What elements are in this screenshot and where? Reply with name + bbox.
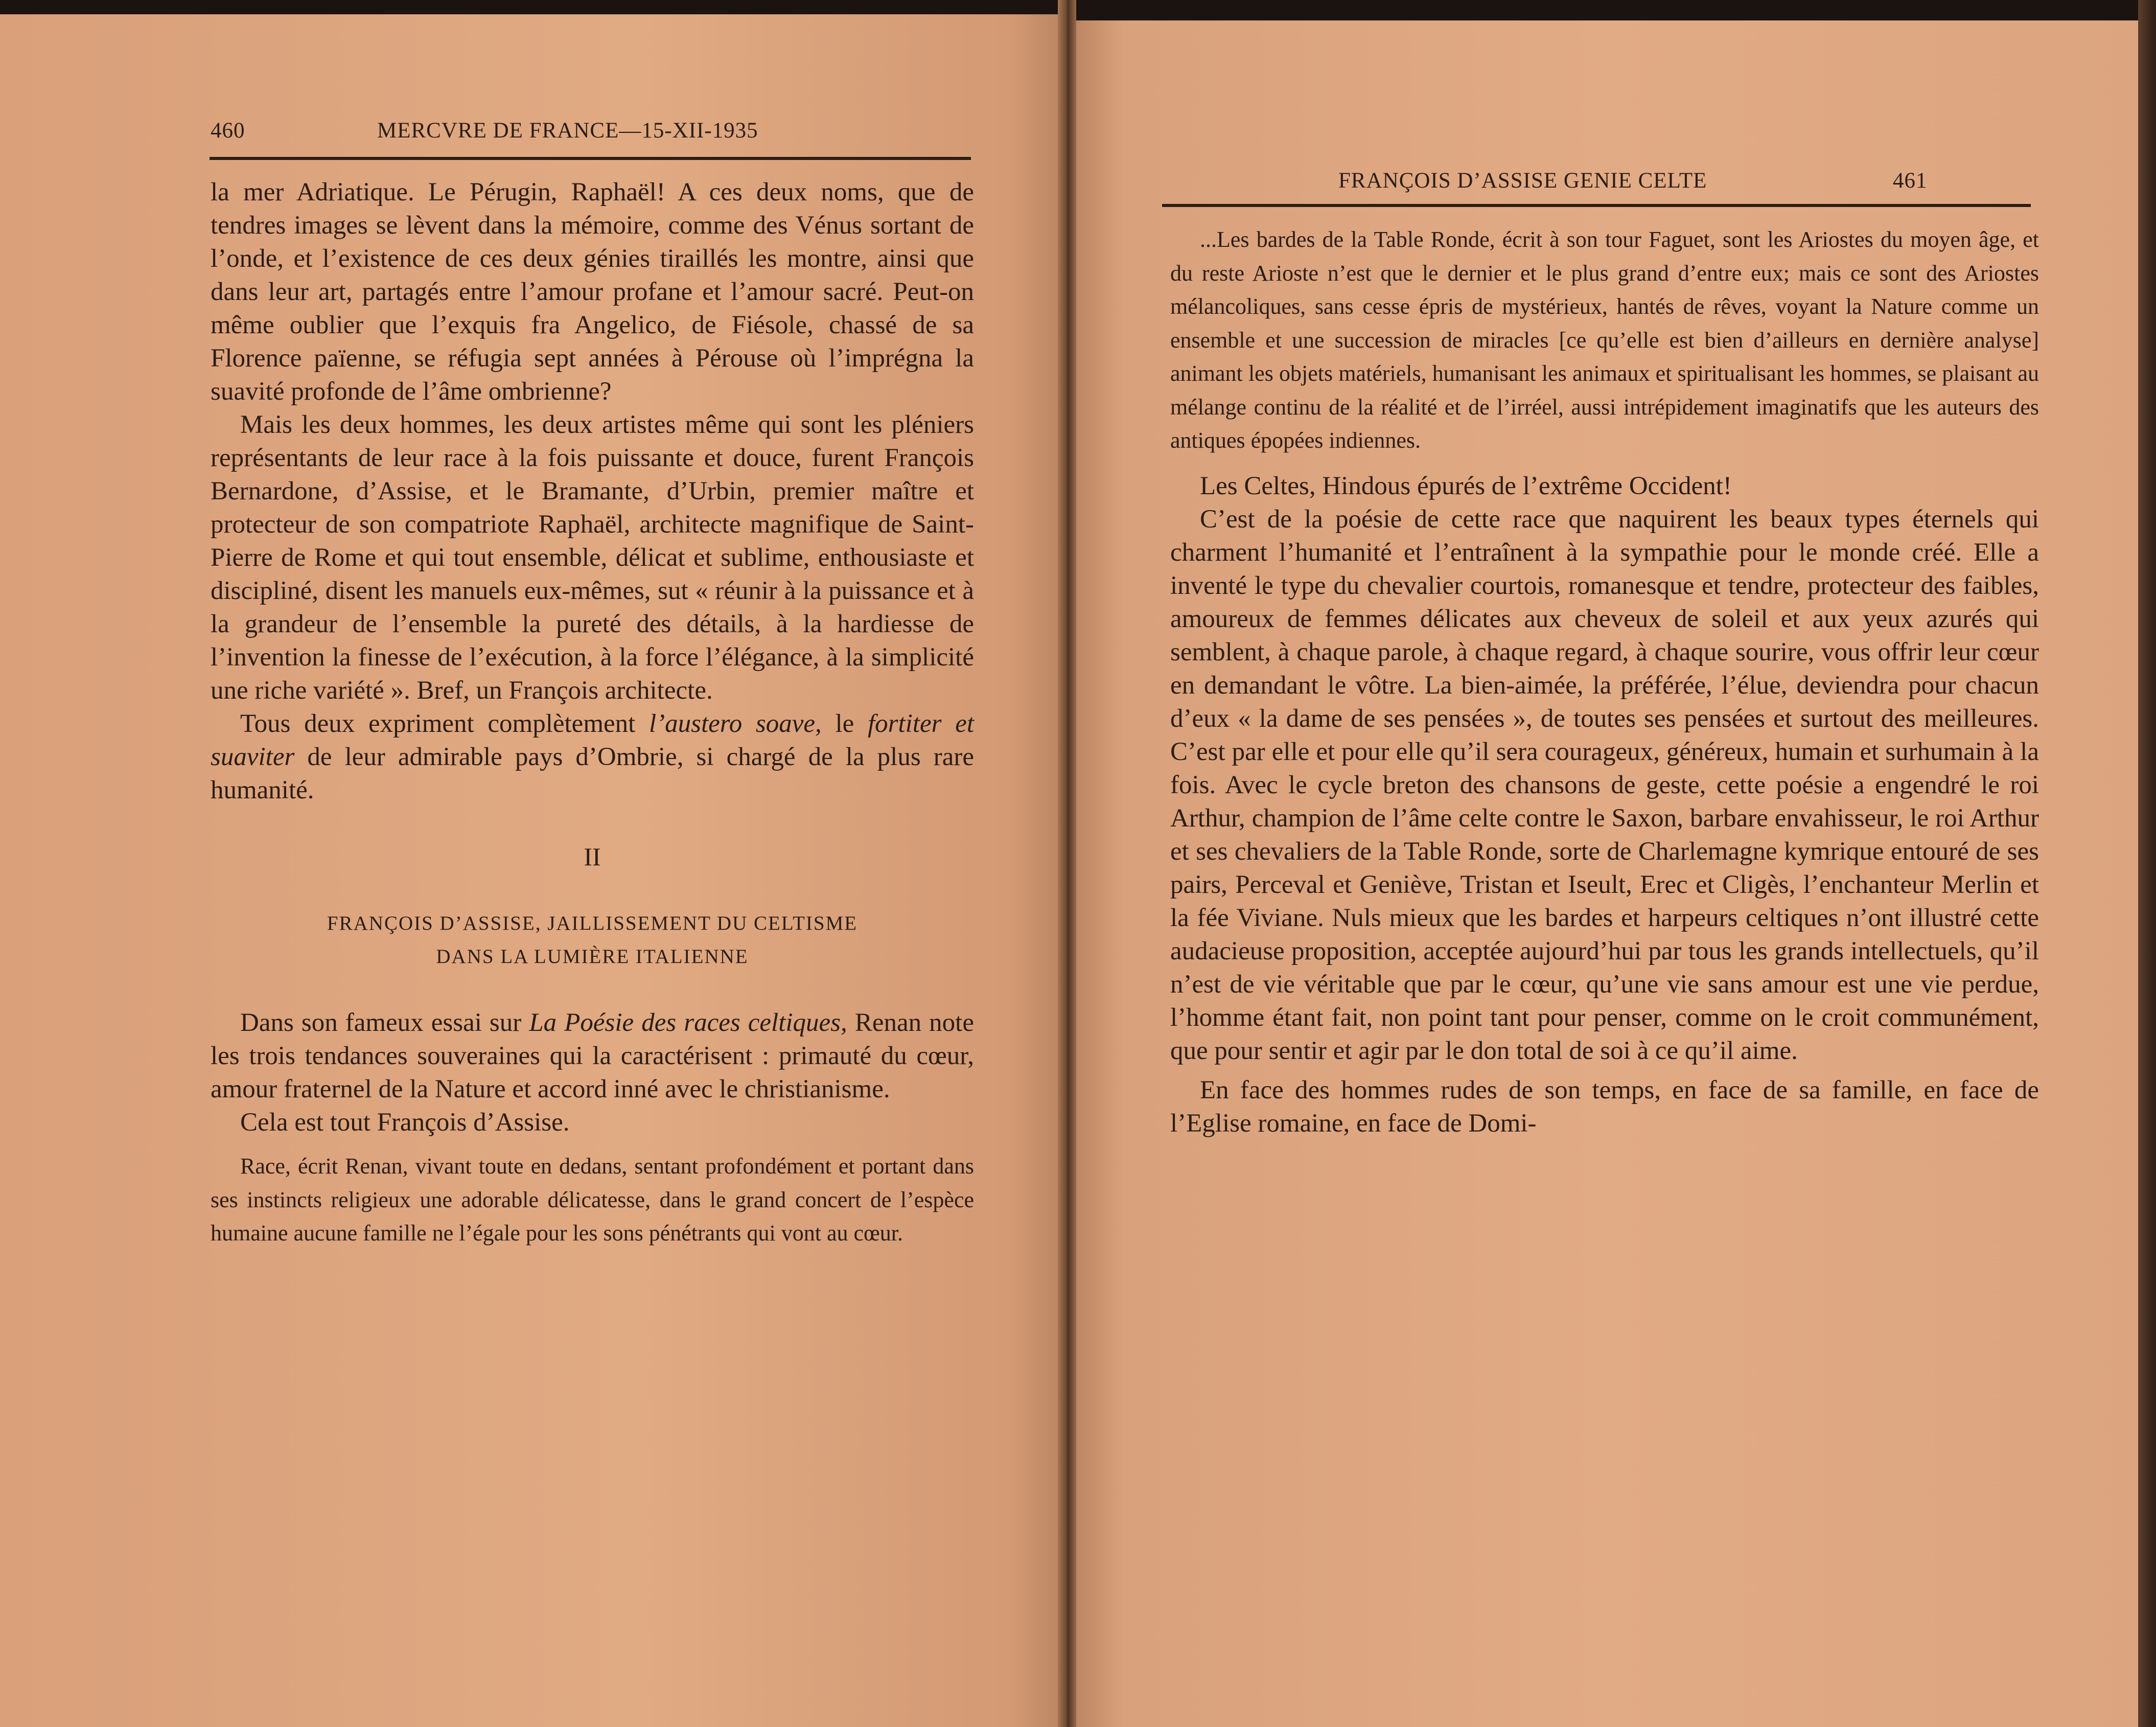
right-page <box>1070 20 2138 1727</box>
paragraph: la mer Adriatique. Le Pérugin, Raphaël! A ces deux noms, que de tendres images se lèvent dans la mémoire, comme des Vénus sortant de l’onde, et l’existence de ces deux génies tiraillés les montre, ainsi que dans leur art, partagés entre l’amour profane et l’amour sacré. Peut-on même oublier que l’exquis fra Angelico, de Fiésole, chassé de sa Florence païenne, se réfugia sept années à Pérouse où l’imprégna la suavité profonde de l’âme ombrienne? <box>211 178 974 406</box>
left-page <box>0 14 1064 1727</box>
left-text-column <box>211 176 974 1250</box>
text-run: de leur admirable pays d’Ombrie, si chargé de la plus rare humanité. <box>211 743 974 804</box>
left-page-number: 460 <box>211 119 245 143</box>
block-quote: Race, écrit Renan, vivant toute en dedans, sentant profondément et portant dans ses instincts religieux une adorable délicatesse, dans le grand concert de l’espèce humaine aucune famille ne l’égale pour les sons pénétrants qui vont au cœur. <box>211 1154 974 1246</box>
section-number: II <box>584 842 601 871</box>
right-page-number: 461 <box>1893 169 1928 193</box>
text-run: Dans son fameux essai sur <box>240 1008 529 1037</box>
text-run: Tous deux expriment complètement <box>240 709 649 738</box>
right-header-rule <box>1162 204 2031 207</box>
paragraph: En face des hommes rudes de son temps, en face de sa famille, en face de l’Eglise romaine, en face de Domi- <box>1170 1075 2039 1138</box>
italic-text: l’austero soave, <box>648 709 822 738</box>
paragraph: C’est de la poésie de cette race que naquirent les beaux types éternels qui charment l’humanité et l’entraînent à la sympathie pour le monde créé. Elle a inventé le type du chevalier courtois, romanesque et tendre, protecteur des faibles, amoureux de femmes délicates aux cheveux de soleil et aux yeux azurés qui semblent, à chaque parole, à chaque regard, à chaque sourire, vous offrir leur cœur en demandant le vôtre. La bien-aimée, la préférée, l’élue, deviendra pour chacun d’eux « la dame de ses pensées », de toutes ses pensées et surtout des meilleures. C’est par elle et pour elle qu’il sera courageux, généreux, humain et surhumain à la fois. Avec le cycle breton des chansons de geste, cette poésie a engendré le roi Arthur, champion de l’âme celte contre le Saxon, barbare envahisseur, le roi Arthur et ses chevaliers de la Table Ronde, sorte de Charlemagne kymrique entouré de ses pairs, Perceval et Geniève, Tristan et Iseult, Erec et Cligès, l’enchanteur Merlin et la fée Viviane. Nuls mieux que les bardes et harpeurs celtiques n’ont illustré cette audacieuse proposition, acceptée aujourd’hui par tous les grands intellectuels, qu’il n’est de vie véritable que par le cœur, qu’une vie sans amour est une vie perdue, l’homme étant fait, non point tant pour penser, comme on le croit communément, que pour sentir et agir par le don total de soi à ce qu’il aime. <box>1170 504 2039 1065</box>
italic-text: fortiter et suaviter <box>211 709 974 771</box>
block-quote: ...Les bardes de la Table Ronde, écrit à son tour Faguet, sont les Ariostes du moyen âge, et du reste Arioste n’est que le dernier et le plus grand d’entre eux; mais ce sont des Ariostes mélancoliques, sans cesse épris de mystérieux, hantés de rêves, voyant la Nature comme un ensemble et une succession de miracles [ce qu’elle est bien d’ailleurs en dernière analyse] animant les objets matériels, humanisant les animaux et spiritualisant les hommes, se plaisant au mélange continu de la réalité et de l’irréel, aussi intrépidement imaginatifs que les auteurs des antiques épopées indiennes. <box>1170 227 2039 453</box>
page-edge-shadow <box>2138 0 2156 1727</box>
left-running-title: MERCVRE DE FRANCE—15-XII-1935 <box>377 119 758 143</box>
book-gutter <box>1058 0 1076 1727</box>
right-text-column <box>1170 223 2039 1140</box>
paragraph <box>211 707 974 807</box>
section-title-line-1: FRANÇOIS D’ASSISE, JAILLISSEMENT DU CELTISME <box>327 912 858 934</box>
section-title-line-2: DANS LA LUMIÈRE ITALIENNE <box>436 946 749 968</box>
left-header-rule <box>210 157 971 160</box>
paragraph: Mais les deux hommes, les deux artistes même qui sont les pléniers représentants de leur race à la fois puissante et douce, furent François Bernardone, d’Assise, et le Bramante, d’Urbin, premier maître et protecteur de son compatriote Raphaël, architecte magnifique de Saint-Pierre de Rome et qui tout ensemble, délicat et sublime, enthousiaste et discipliné, disent les manuels eux-mêmes, sut « réunir à la puissance et à la grandeur de l’ensemble la pureté des détails, à la hardiesse de l’invention la finesse de l’exécution, à la force l’élégance, à la simplicité une riche variété ». Bref, un François architecte. <box>211 410 974 705</box>
text-run: le <box>821 709 868 738</box>
text-run: Renan note les trois tendances souveraines qui la caractérisent : primauté du cœur, amour fraternel de la Nature et accord inné avec le christianisme. <box>211 1008 974 1103</box>
italic-text: La Poésie des races celtiques, <box>529 1008 847 1037</box>
paragraph: Cela est tout François d’Assise. <box>240 1108 570 1137</box>
paragraph <box>211 1006 974 1106</box>
right-running-title: FRANÇOIS D’ASSISE GENIE CELTE <box>1338 169 1707 193</box>
paragraph: Les Celtes, Hindous épurés de l’extrême Occident! <box>1200 471 1732 500</box>
